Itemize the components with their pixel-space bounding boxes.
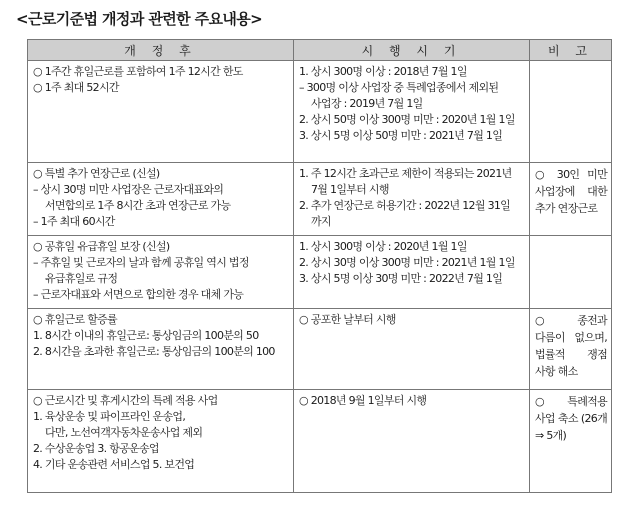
change-line: 유급휴일로 규정	[45, 272, 118, 285]
timing-line: 2. 추가 연장근로 허용기간 : 2022년 12월 31일	[299, 199, 511, 212]
change-line: 2. 8시간을 초과한 휴일근로: 통상임금의 100분의 100	[33, 345, 275, 358]
change-line: ○ 1주 최대 52시간	[33, 81, 119, 94]
law-summary-table	[27, 39, 612, 493]
timing-line: 3. 상시 5명 이상 50명 미만 : 2021년 7월 1일	[299, 129, 503, 142]
change-line: ○ 1주간 휴일근로를 포함하여 1주 12시간 한도	[33, 65, 243, 78]
timing-line: 1. 상시 300명 이상 : 2020년 1월 1일	[299, 240, 467, 253]
note-cell: ○ 30인 미만 사업장에 대한 추가 연장근로	[530, 163, 612, 236]
change-line: – 근로자대표와 서면으로 합의한 경우 대체 가능	[33, 288, 244, 301]
timing-cell	[294, 163, 530, 236]
change-cell	[28, 236, 294, 309]
header-note: 비 고	[530, 40, 612, 61]
timing-cell	[294, 309, 530, 390]
timing-line: ○ 공포한 날부터 시행	[299, 313, 396, 326]
change-line: 2. 수상운송업 3. 항공운송업	[33, 442, 159, 455]
note-cell	[530, 236, 612, 309]
change-cell	[28, 61, 294, 163]
change-line: ○ 공휴일 유급휴일 보장 (신설)	[33, 240, 170, 253]
timing-line: 2. 상시 30명 이상 300명 미만 : 2021년 1월 1일	[299, 256, 515, 269]
timing-line: – 300명 이상 사업장 중 특례업종에서 제외된	[299, 81, 499, 94]
timing-line: 7월 1일부터 시행	[311, 183, 389, 196]
timing-line: 2. 상시 50명 이상 300명 미만 : 2020년 1월 1일	[299, 113, 515, 126]
change-line: 1. 육상운송 및 파이프라인 운송업,	[33, 410, 186, 423]
table-row	[28, 390, 612, 493]
change-line: ○ 근로시간 및 휴게시간의 특례 적용 사업	[33, 394, 218, 407]
note-cell	[530, 61, 612, 163]
note-cell: ○ 종전과 다름이 없으며, 법률적 쟁점 사항 해소	[530, 309, 612, 390]
table-row	[28, 163, 612, 236]
change-line: 다만, 노선여객자동차운송사업 제외	[45, 426, 203, 439]
table-row	[28, 309, 612, 390]
timing-line: 까지	[311, 215, 331, 228]
change-line: ○ 휴일근로 할증률	[33, 313, 117, 326]
change-line: – 1주 최대 60시간	[33, 215, 115, 228]
change-line: – 주휴일 및 근로자의 날과 함께 공휴일 역시 법정	[33, 256, 249, 269]
table-row	[28, 236, 612, 309]
change-line: – 상시 30명 미만 사업장은 근로자대표와의	[33, 183, 224, 196]
page-title: <근로기준법 개정과 관련한 주요내용>	[16, 10, 263, 28]
change-cell	[28, 390, 294, 493]
table-row	[28, 61, 612, 163]
change-line: 서면합의로 1주 8시간 초과 연장근로 가능	[45, 199, 231, 212]
timing-line: 1. 상시 300명 이상 : 2018년 7월 1일	[299, 65, 467, 78]
note-cell: ○ 특례적용 사업 축소 (26개 ⇒ 5개)	[530, 390, 612, 493]
timing-line: 1. 주 12시간 초과근로 제한이 적용되는 2021년	[299, 167, 512, 180]
timing-line: 사업장 : 2019년 7월 1일	[311, 97, 423, 110]
timing-cell	[294, 236, 530, 309]
change-line: 4. 기타 운송관련 서비스업 5. 보건업	[33, 458, 195, 471]
timing-cell	[294, 61, 530, 163]
change-line: ○ 특별 추가 연장근로 (신설)	[33, 167, 160, 180]
timing-line: 3. 상시 5명 이상 30명 미만 : 2022년 7월 1일	[299, 272, 503, 285]
header-timing: 시 행 시 기	[294, 40, 530, 61]
timing-line: ○ 2018년 9월 1일부터 시행	[299, 394, 427, 407]
header-change: 개 정 후	[28, 40, 294, 61]
table-header-row	[28, 40, 612, 61]
change-line: 1. 8시간 이내의 휴일근로: 통상임금의 100분의 50	[33, 329, 259, 342]
change-cell	[28, 309, 294, 390]
change-cell	[28, 163, 294, 236]
timing-cell	[294, 390, 530, 493]
